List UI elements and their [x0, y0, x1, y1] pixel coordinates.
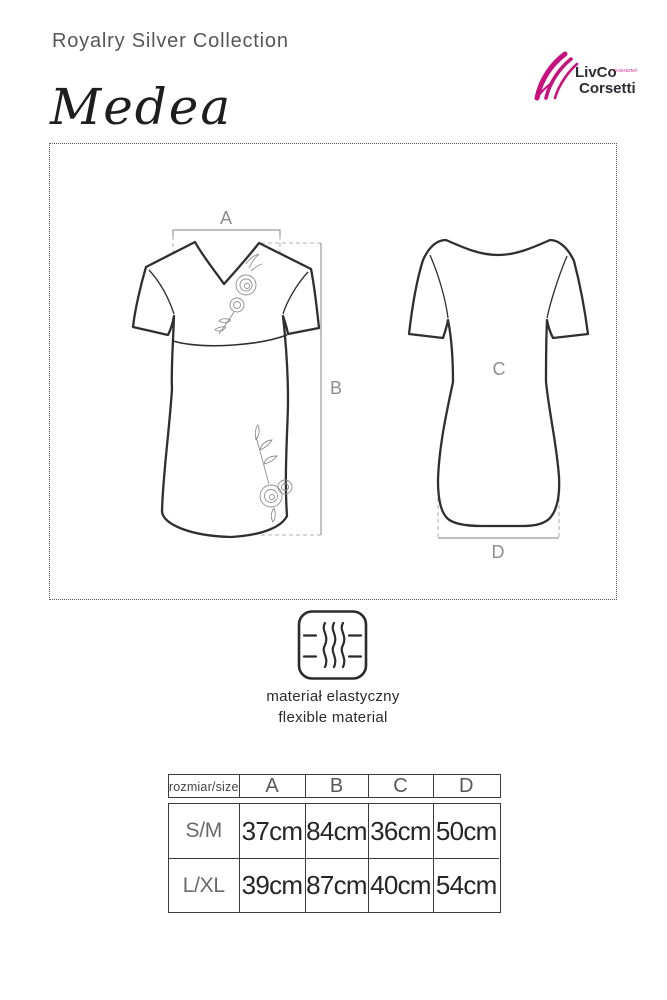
wing-icon [537, 54, 577, 98]
header-col-A: A [239, 775, 305, 798]
garment-diagram [50, 144, 615, 598]
measure-line-A [173, 230, 280, 236]
livco-corsetti-logo [531, 48, 647, 108]
measure-label-C: C [492, 359, 506, 379]
measure-label-B: B [330, 378, 343, 398]
row-lxl-B: 87cm [305, 858, 368, 912]
logo-corsetti-text: Corsetti [579, 80, 636, 97]
header-col-C: C [368, 775, 433, 798]
logo-fashion-text: FASHION® [613, 69, 638, 74]
material-caption-en: flexible material [278, 709, 388, 726]
size-table-body [168, 803, 501, 913]
row-sm-B: 84cm [305, 804, 368, 858]
header-col-B: B [305, 775, 368, 798]
row-sm-C: 36cm [368, 804, 433, 858]
garment-back-view [409, 240, 588, 526]
garment-front-view [133, 242, 319, 537]
header-col-D: D [433, 775, 500, 798]
measure-label-D: D [491, 542, 505, 562]
garment-diagram-box [49, 143, 617, 600]
material-caption [183, 686, 483, 728]
product-name: Medea [50, 78, 233, 136]
measure-label-A: A [219, 208, 233, 228]
elastic-material-icon [295, 606, 371, 682]
size-table [168, 774, 501, 913]
row-lxl-label: L/XL [169, 858, 239, 912]
collection-title: Royalry Silver Collection [52, 30, 289, 52]
material-caption-pl: materiał elastyczny [266, 688, 400, 705]
header-rozmiar-size: rozmiar/size [168, 779, 239, 794]
row-sm-label: S/M [185, 819, 222, 842]
row-lxl-A: 39cm [239, 858, 305, 912]
row-sm-A: 37cm [239, 804, 305, 858]
row-sm-D: 50cm [433, 804, 500, 858]
size-table-header [168, 774, 501, 798]
row-lxl-D: 54cm [433, 858, 500, 912]
row-lxl-C: 40cm [368, 858, 433, 912]
logo-brand-text: LivCo [575, 64, 617, 81]
